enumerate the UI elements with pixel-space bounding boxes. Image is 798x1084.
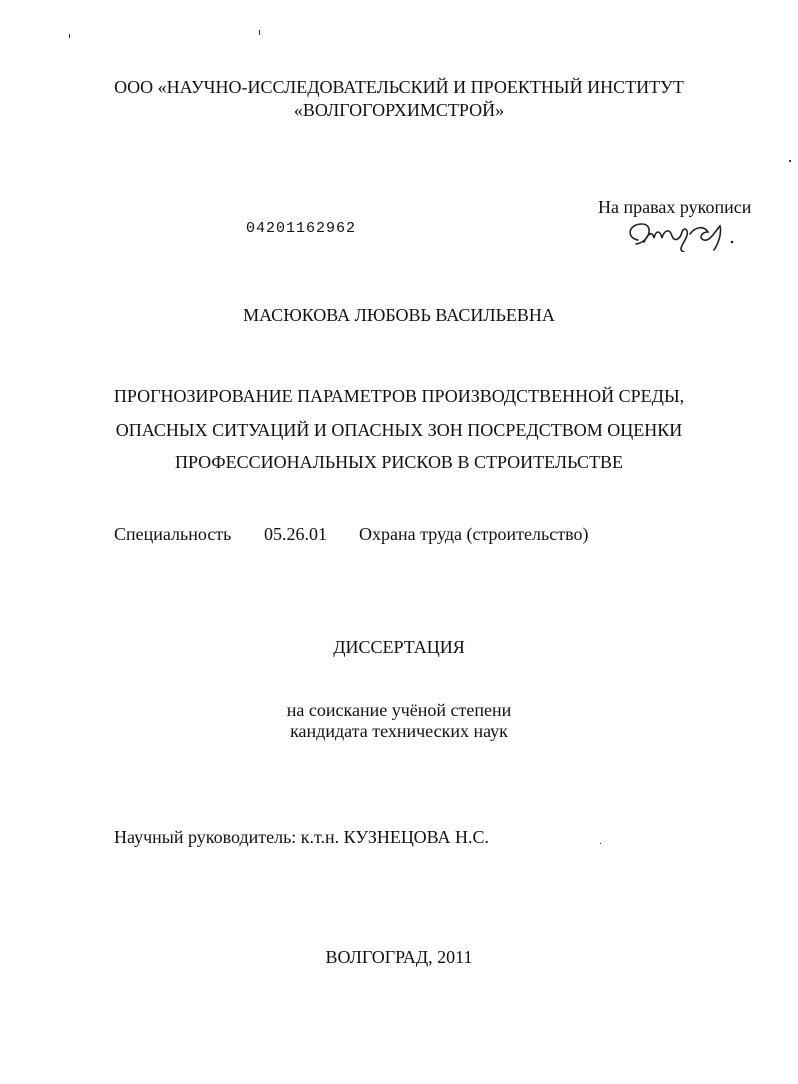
specialty-code: 05.26.01 <box>264 524 327 544</box>
degree-line-2: кандидата технических наук <box>290 721 508 741</box>
specialty-name: Охрана труда (строительство) <box>359 524 589 544</box>
specialty-label: Специальность <box>114 524 232 544</box>
author-name: МАСЮКОВА ЛЮБОВЬ ВАСИЛЬЕВНА <box>243 305 555 325</box>
organization-line-2: «ВОЛГОГОРХИМСТРОЙ» <box>293 100 505 120</box>
title-line-3: ПРОФЕССИОНАЛЬНЫХ РИСКОВ В СТРОИТЕЛЬСТВЕ <box>174 452 624 472</box>
title-line-1: ПРОГНОЗИРОВАНИЕ ПАРАМЕТРОВ ПРОИЗВОДСТВЕННОЙ СРЕДЫ, <box>113 386 685 406</box>
scan-speck <box>69 34 70 38</box>
scientific-supervisor: Научный руководитель: к.т.н. КУЗНЕЦОВА Н.С. <box>114 827 489 847</box>
scan-speck <box>789 160 791 162</box>
scan-speck <box>600 843 601 844</box>
manuscript-note: На правах рукописи <box>598 197 752 217</box>
city-year: ВОЛГОГРАД, 2011 <box>325 947 473 967</box>
title-line-2: ОПАСНЫХ СИТУАЦИЙ И ОПАСНЫХ ЗОН ПОСРЕДСТВОМ ОЦЕНКИ <box>115 420 683 440</box>
signature-icon <box>624 216 744 252</box>
organization-line-1: ООО «НАУЧНО-ИССЛЕДОВАТЕЛЬСКИЙ И ПРОЕКТНЫЙ ИНСТИТУТ <box>114 77 684 97</box>
catalog-number: 04201162962 <box>246 220 357 237</box>
degree-line-1: на соискание учёной степени <box>286 700 512 720</box>
scan-speck <box>259 30 260 35</box>
document-type: ДИССЕРТАЦИЯ <box>333 637 465 657</box>
